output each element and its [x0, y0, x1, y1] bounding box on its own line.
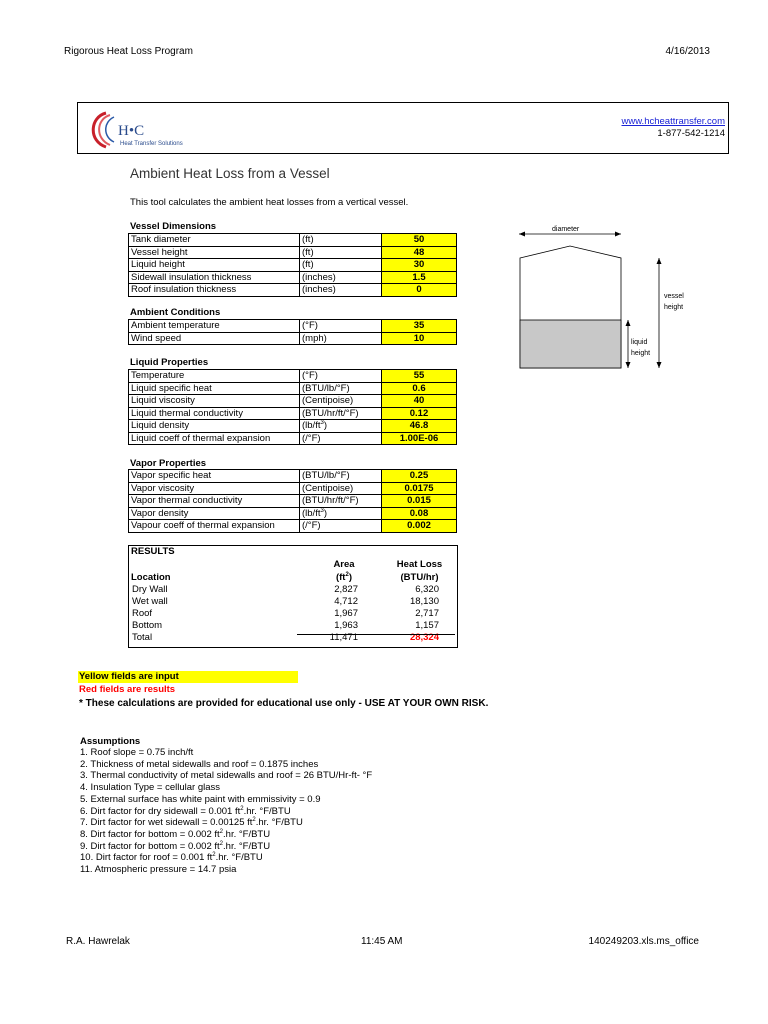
- param-unit: (Centipoise): [300, 395, 382, 408]
- assumption-item: 1. Roof slope = 0.75 inch/ft: [80, 747, 194, 758]
- input-value[interactable]: 0.6: [382, 382, 457, 395]
- table-row: [129, 495, 457, 508]
- results-row: [132, 584, 454, 596]
- table-row: [129, 520, 457, 533]
- area-cell: 1,963: [334, 620, 358, 631]
- location-header: Location: [131, 572, 171, 583]
- input-value[interactable]: 48: [382, 246, 457, 259]
- heat-loss-cell: 28,324: [409, 632, 439, 643]
- vessel-heading: Vessel Dimensions: [130, 221, 217, 232]
- legend-red: Red fields are results: [79, 684, 176, 695]
- table-row: [129, 320, 457, 333]
- vapor-heading: Vapor Properties: [130, 458, 207, 469]
- table-row: [129, 284, 457, 297]
- param-label: Liquid thermal conductivity: [129, 407, 300, 420]
- liquid-table: [128, 369, 457, 445]
- vessel-diagram: [505, 220, 705, 380]
- param-label: Liquid viscosity: [129, 395, 300, 408]
- header-date: 4/16/2013: [665, 46, 710, 57]
- table-row: [129, 370, 457, 383]
- results-row: [132, 620, 454, 632]
- legend-yellow: Yellow fields are input: [78, 671, 298, 683]
- param-unit: (BTU/hr/ft/°F): [300, 407, 382, 420]
- logo-tagline: Heat Transfer Solutions: [120, 141, 183, 147]
- param-label: Vapor specific heat: [129, 470, 300, 483]
- footer-filename: 140249203.xls.ms_office: [588, 936, 699, 947]
- table-row: [129, 470, 457, 483]
- param-label: Temperature: [129, 370, 300, 383]
- heat-loss-cell: 2,717: [415, 608, 439, 619]
- assumption-item: 8. Dirt factor for bottom = 0.002 $ft^2.hr$. °F/BTU: [80, 828, 271, 840]
- location-cell: Wet wall: [132, 596, 168, 607]
- input-value[interactable]: 0: [382, 284, 457, 297]
- table-row: [129, 407, 457, 420]
- location-cell: Dry Wall: [132, 584, 168, 595]
- input-value[interactable]: 1.5: [382, 271, 457, 284]
- param-label: Sidewall insulation thickness: [129, 271, 300, 284]
- liquid-height-label-2: height: [631, 350, 651, 357]
- assumption-item: 4. Insulation Type = cellular glass: [80, 782, 221, 794]
- page-title: Ambient Heat Loss from a Vessel: [130, 166, 330, 181]
- param-unit: (inches): [300, 284, 382, 297]
- param-label: Liquid height: [129, 259, 300, 272]
- vapor-table: [128, 469, 457, 533]
- area-cell: 1,967: [334, 608, 358, 619]
- param-label: Vapour coeff of thermal expansion: [129, 520, 300, 533]
- param-unit: (BTU/hr/ft/°F): [300, 495, 382, 508]
- input-value[interactable]: 50: [382, 234, 457, 247]
- heat-unit-header: (BTU/hr): [400, 572, 439, 583]
- area-cell: 2,827: [334, 584, 358, 595]
- header-title: Rigorous Heat Loss Program: [64, 46, 193, 57]
- param-label: Tank diameter: [129, 234, 300, 247]
- param-unit: (ft): [300, 246, 382, 259]
- ambient-heading: Ambient Conditions: [130, 307, 221, 318]
- table-row: [129, 507, 457, 520]
- logo-banner: [77, 102, 729, 154]
- input-value[interactable]: 0.25: [382, 470, 457, 483]
- assumption-item: 3. Thermal conductivity of metal sidewalls and roof = 26 BTU/Hr-ft- °F: [80, 770, 373, 782]
- param-label: Liquid coeff of thermal expansion: [129, 432, 300, 445]
- table-row: [129, 420, 457, 433]
- input-value[interactable]: 1.00E-06: [382, 432, 457, 445]
- ambient-table: [128, 319, 457, 345]
- param-label: Roof insulation thickness: [129, 284, 300, 297]
- param-label: Ambient temperature: [129, 320, 300, 333]
- param-unit: (Centipoise): [300, 482, 382, 495]
- input-value[interactable]: 55: [382, 370, 457, 383]
- input-value[interactable]: 0.015: [382, 495, 457, 508]
- intro-text: This tool calculates the ambient heat losses from a vertical vessel.: [130, 197, 409, 208]
- param-unit: $(lb/ft^3)$: [300, 420, 382, 433]
- location-cell: Total: [132, 632, 153, 643]
- heat-header: Heat Loss: [396, 559, 443, 570]
- table-row: [129, 395, 457, 408]
- input-value[interactable]: 35: [382, 320, 457, 333]
- disclaimer: * These calculations are provided for educational use only - USE AT YOUR OWN RISK.: [79, 698, 489, 709]
- footer-time: 11:45 AM: [361, 936, 403, 947]
- param-unit: (°F): [300, 320, 382, 333]
- location-cell: Bottom: [132, 620, 163, 631]
- results-row: [132, 608, 454, 620]
- vessel-height-label-1: vessel: [664, 293, 684, 300]
- param-unit: (BTU/lb/°F): [300, 382, 382, 395]
- diameter-label: diameter: [552, 226, 580, 233]
- table-row: [129, 382, 457, 395]
- assumption-item: 7. Dirt factor for wet sidewall = 0.00125 $ft^2.hr$. °F/BTU: [80, 817, 303, 829]
- footer-author: R.A. Hawrelak: [66, 936, 130, 947]
- assumptions-heading: Assumptions: [80, 736, 141, 747]
- logo-letters: H•C: [118, 123, 145, 139]
- assumption-item: 2. Thickness of metal sidewalls and roof = 0.1875 inches: [80, 758, 319, 770]
- heat-loss-cell: 18,130: [409, 596, 439, 607]
- table-row: [129, 482, 457, 495]
- param-unit: (/°F): [300, 432, 382, 445]
- results-row: [132, 596, 454, 608]
- input-value[interactable]: 30: [382, 259, 457, 272]
- param-unit: (°F): [300, 370, 382, 383]
- area-cell: 4,712: [334, 596, 358, 607]
- param-unit: $(lb/ft^3)$: [300, 507, 382, 520]
- area-header: Area: [333, 559, 355, 570]
- heat-loss-cell: 1,157: [415, 620, 439, 631]
- results-title: RESULTS: [131, 546, 175, 557]
- heat-loss-cell: 6,320: [415, 584, 439, 595]
- vessel-height-label-2: height: [664, 304, 684, 311]
- location-cell: Roof: [132, 608, 153, 619]
- table-row: [129, 432, 457, 445]
- website-link[interactable]: www.hcheattransfer.com: [621, 116, 725, 127]
- phone-number: 1-877-542-1214: [657, 128, 725, 139]
- assumption-item: 10. Dirt factor for roof = 0.001 $ft^2.hr$. °F/BTU: [80, 852, 263, 864]
- input-value[interactable]: 40: [382, 395, 457, 408]
- liquid-height-label-1: liquid: [631, 339, 648, 346]
- liquid-fill: [520, 320, 621, 368]
- vessel-table: [128, 233, 457, 297]
- total-rule: [297, 634, 455, 635]
- param-label: Vapor thermal conductivity: [129, 495, 300, 508]
- table-row: [129, 332, 457, 345]
- input-value[interactable]: 0.002: [382, 520, 457, 533]
- table-row: [129, 234, 457, 247]
- assumption-item: 9. Dirt factor for bottom = 0.002 $ft^2.hr$. °F/BTU: [80, 840, 271, 852]
- table-row: [129, 259, 457, 272]
- param-unit: (ft): [300, 234, 382, 247]
- param-label: Liquid specific heat: [129, 382, 300, 395]
- param-label: Liquid density: [129, 420, 300, 433]
- assumption-item: 5. External surface has white paint with emmissivity = 0.9: [80, 793, 321, 805]
- param-label: Vapor viscosity: [129, 482, 300, 495]
- table-row: [129, 271, 457, 284]
- hc-logo: [84, 107, 234, 151]
- input-value[interactable]: 0.0175: [382, 482, 457, 495]
- area-unit-header: $(ft^2)$: [335, 571, 352, 583]
- param-unit: (mph): [300, 332, 382, 345]
- input-value[interactable]: 0.12: [382, 407, 457, 420]
- param-unit: (ft): [300, 259, 382, 272]
- param-unit: (inches): [300, 271, 382, 284]
- assumption-item: 11. Atmospheric pressure = 14.7 psia: [80, 864, 237, 875]
- input-value[interactable]: 10: [382, 332, 457, 345]
- liquid-heading: Liquid Properties: [130, 357, 209, 368]
- results-box: [128, 545, 458, 648]
- area-cell: 11,471: [329, 632, 358, 643]
- table-row: [129, 246, 457, 259]
- input-value[interactable]: 0.08: [382, 507, 457, 520]
- param-label: Wind speed: [129, 332, 300, 345]
- param-label: Vapor density: [129, 507, 300, 520]
- assumption-item: 6. Dirt factor for dry sidewall = 0.001 $ft^2.hr$. °F/BTU: [80, 805, 291, 817]
- param-unit: (BTU/lb/°F): [300, 470, 382, 483]
- param-unit: (/°F): [300, 520, 382, 533]
- param-label: Vessel height: [129, 246, 300, 259]
- input-value[interactable]: 46.8: [382, 420, 457, 433]
